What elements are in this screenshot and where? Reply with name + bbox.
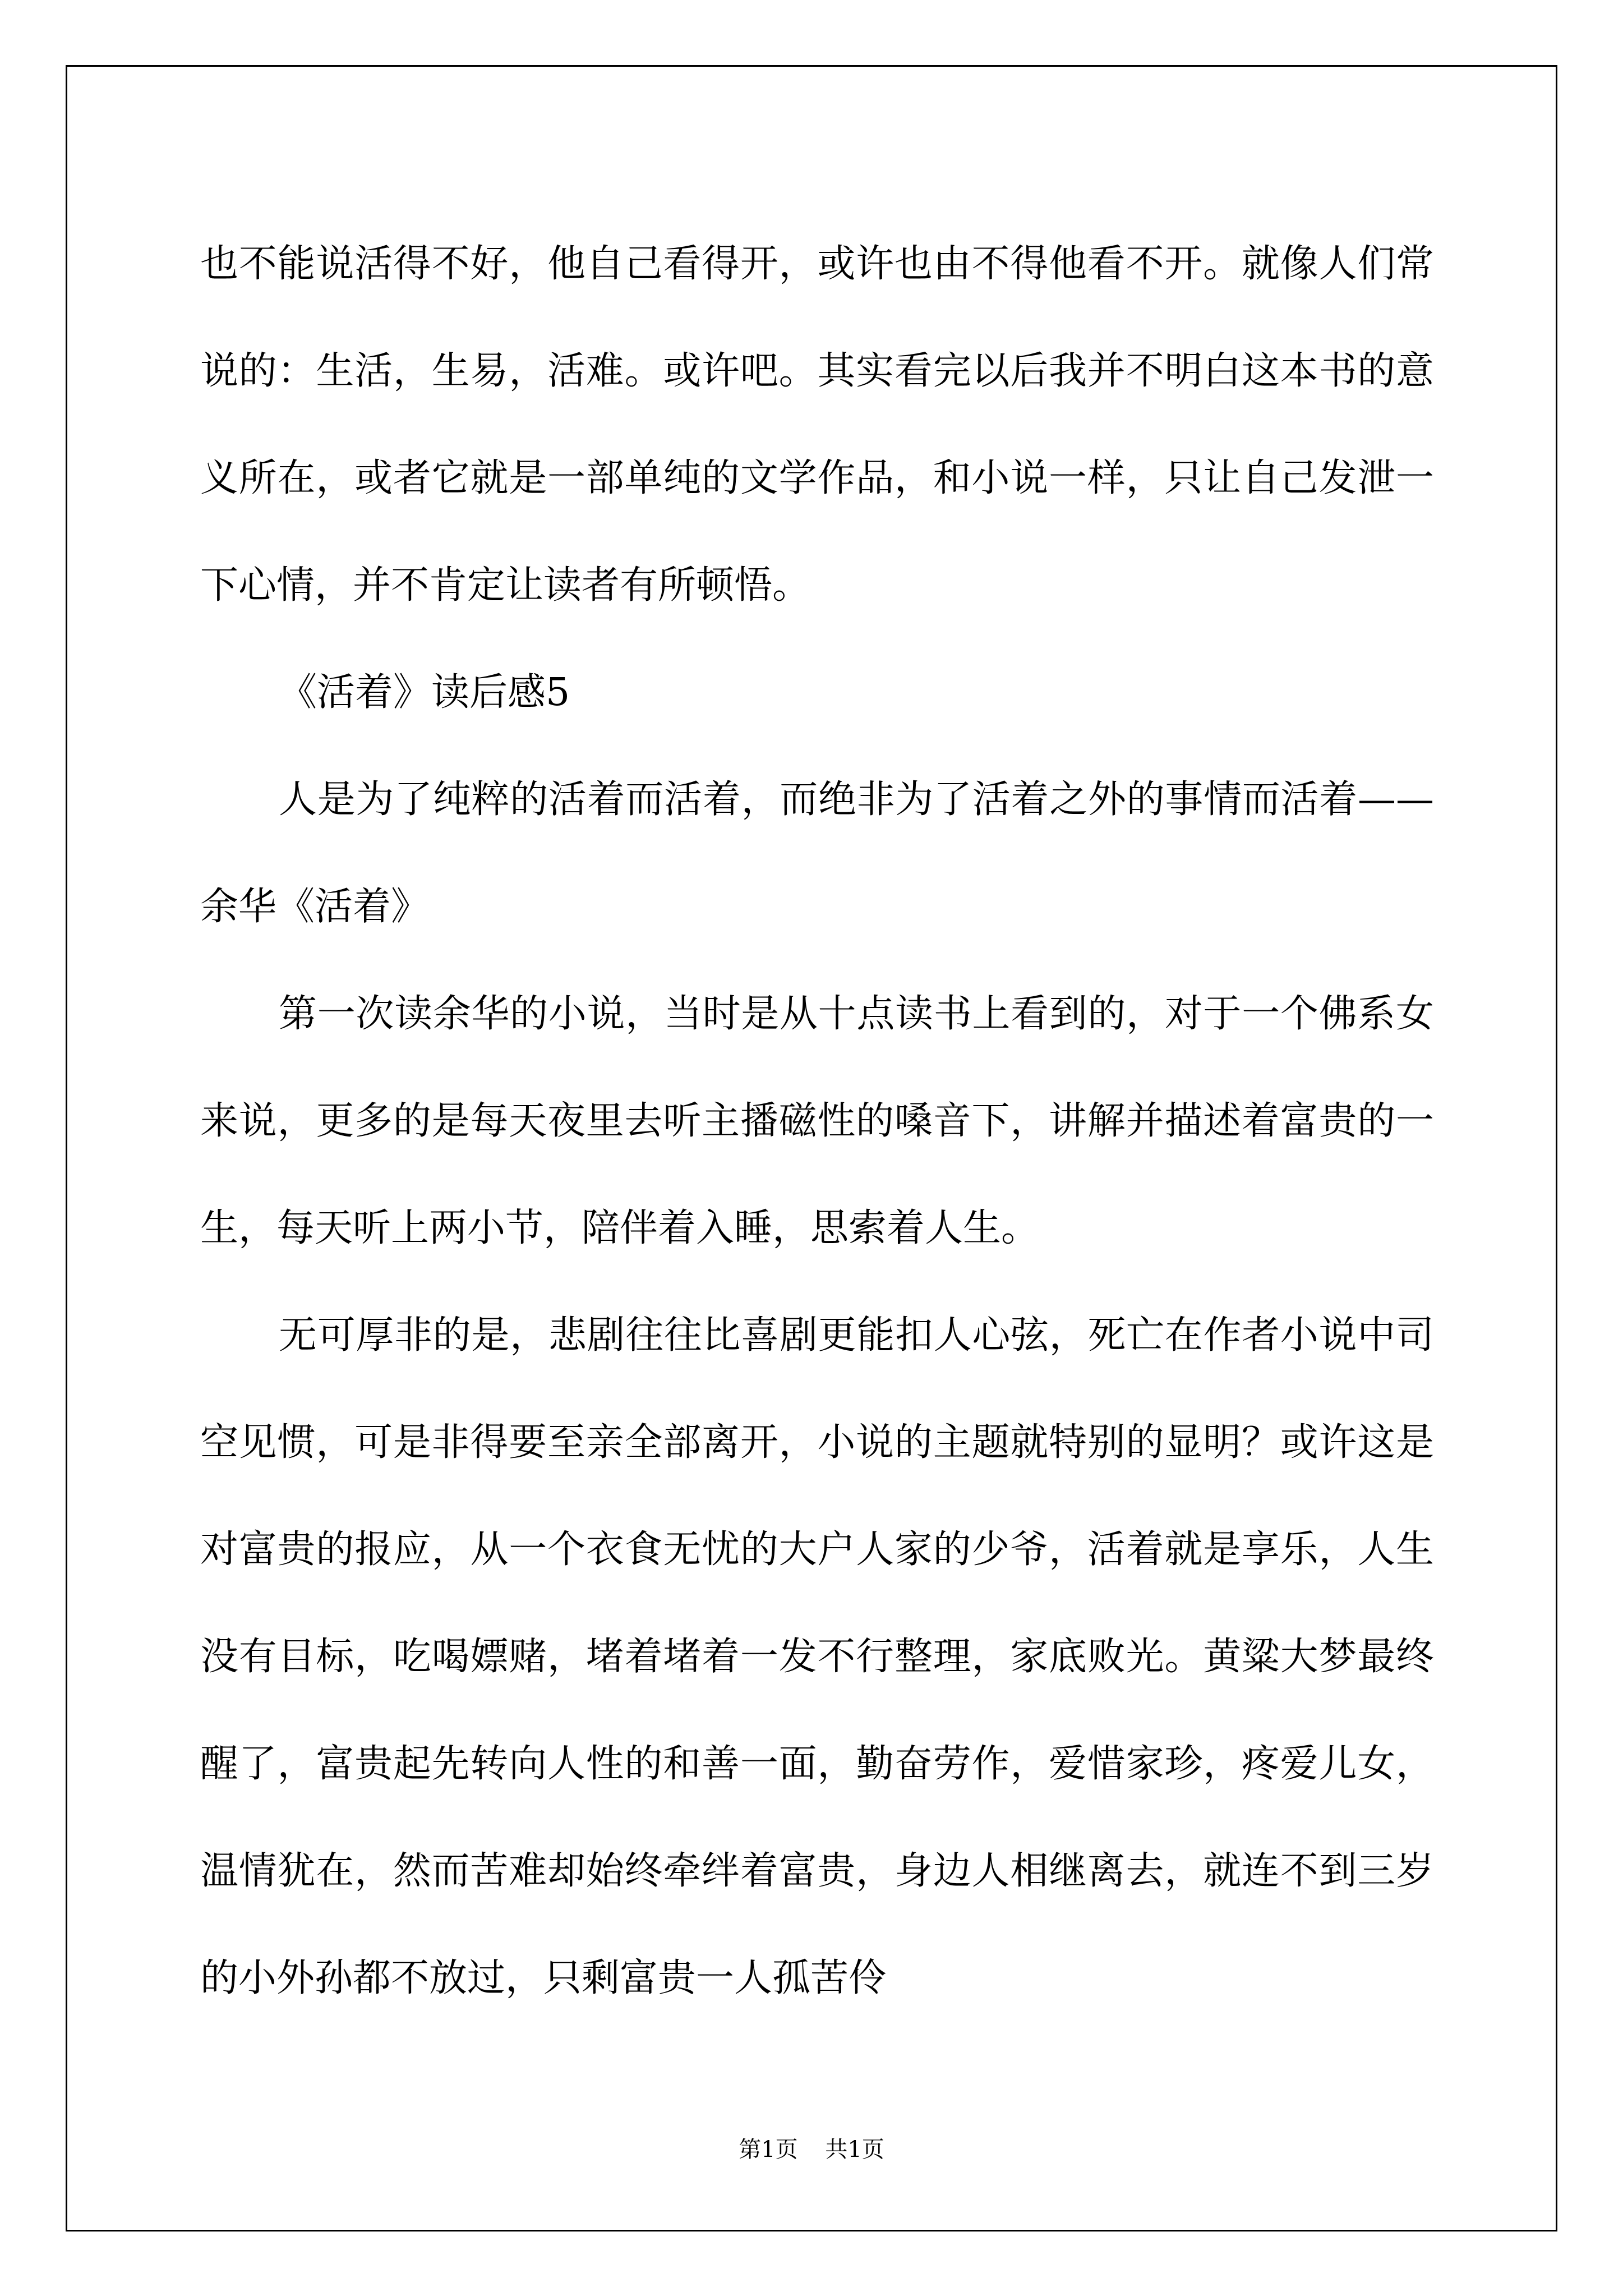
paragraph-continuation: 也不能说活得不好，他自己看得开，或许也由不得他看不开。就像人们常说的：生活，生易，活难。或许吧。其实看完以后我并不明白这本书的意义所在，或者它就是一部单纯的文学作品，和小说一样，只让自己发泄一下心情，并不肯定让读者有所顿悟。 [200, 242, 1434, 608]
paragraph-tragedy: 无可厚非的是，悲剧往往比喜剧更能扣人心弦，死亡在作者小说中司空见惯，可是非得要至亲全部离开，小说的主题就特别的显明？或许这是对富贵的报应，从一个衣食无忧的大户人家的少爷，活着就是享乐，人生没有目标，吃喝嫖赌，堵着堵着一发不行整理，家底败光。黄粱大梦最终醒了，富贵起先转向人性的和善一面，勤奋劳作，爱惜家珍，疼爱儿女，温情犹在，然而苦难却始终牵绊着富贵，身边人相继离去，就连不到三岁的小外孙都不放过，只剩富贵一人孤苦伶 [200, 1313, 1434, 2000]
document-body [200, 210, 1434, 2032]
paragraph-first-read: 第一次读余华的小说，当时是从十点读书上看到的，对于一个佛系女来说，更多的是每天夜里去听主播磁性的嗓音下，讲解并描述着富贵的一生，每天听上两小节，陪伴着入睡，思索着人生。 [200, 992, 1434, 1250]
section-heading: 《活着》读后感5 [279, 670, 570, 715]
paragraph-quote: 人是为了纯粹的活着而活着，而绝非为了活着之外的事情而活着——余华《活着》 [200, 777, 1434, 929]
page-total: 共1页 [825, 2137, 884, 2162]
page-number: 第1页 [739, 2137, 798, 2162]
page-footer [0, 2132, 1623, 2164]
